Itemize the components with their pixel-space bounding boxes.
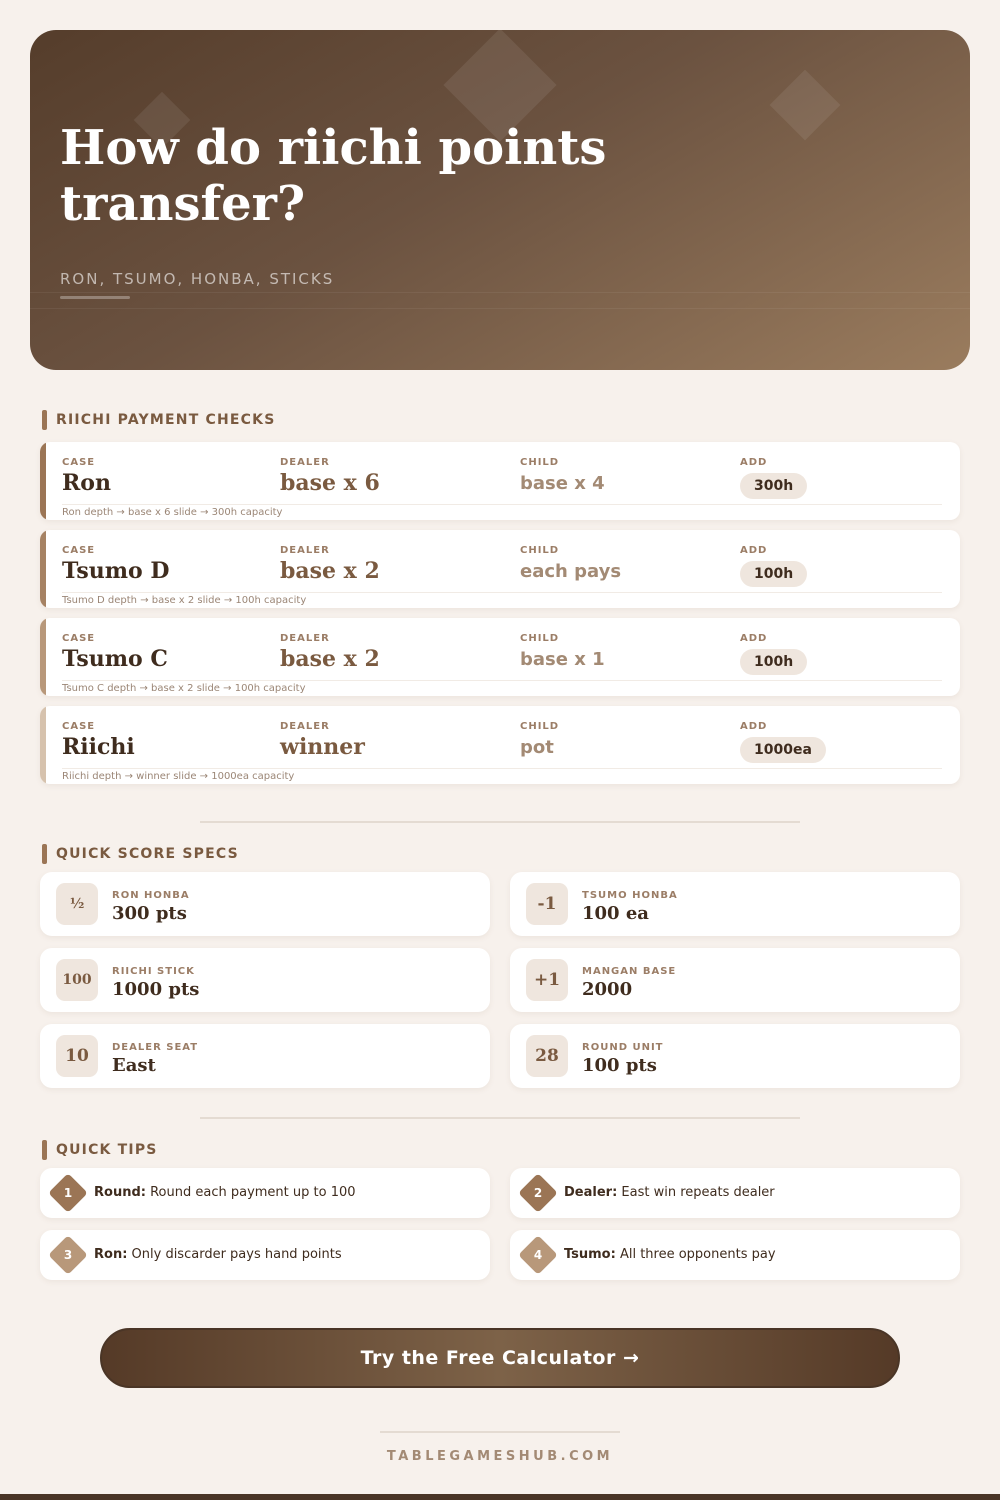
- section-divider: [200, 1117, 800, 1119]
- row-divider: [62, 768, 942, 769]
- dealer-key: DEALER: [280, 545, 330, 556]
- spec-icon: ½: [56, 883, 98, 925]
- row-accent-bar: [40, 706, 46, 784]
- dealer-value: winner: [280, 734, 365, 760]
- spec-label: ROUND UNIT: [582, 1042, 664, 1053]
- child-value: pot: [520, 737, 554, 758]
- row-accent-bar: [40, 442, 46, 520]
- dealer-key: DEALER: [280, 721, 330, 732]
- row-accent-bar: [40, 530, 46, 608]
- section-header-payments: [42, 410, 275, 430]
- row-divider: [62, 680, 942, 681]
- section-accent-bar: [42, 410, 47, 430]
- add-key: ADD: [740, 457, 768, 468]
- case-value: Tsumo C: [62, 646, 168, 672]
- add-key: ADD: [740, 633, 768, 644]
- spec-label: MANGAN BASE: [582, 966, 677, 977]
- tip-text: [564, 1185, 775, 1200]
- row-note: Tsumo C depth → base x 2 slide → 100h capacity: [62, 683, 306, 694]
- tip-body: Only discarder pays hand points: [127, 1247, 342, 1262]
- case-key: CASE: [62, 545, 96, 556]
- child-value: base x 1: [520, 649, 605, 670]
- spec-value: 100 pts: [582, 1055, 657, 1076]
- dealer-key: DEALER: [280, 633, 330, 644]
- add-badge: 300h: [740, 473, 807, 499]
- tip-number: 3: [63, 1248, 73, 1262]
- hero-decor-line: [30, 292, 970, 293]
- section-header-tips: [42, 1140, 158, 1160]
- section-title: QUICK TIPS: [56, 1142, 158, 1158]
- tip-title: Ron:: [94, 1247, 128, 1262]
- case-key: CASE: [62, 633, 96, 644]
- footer-divider: [380, 1431, 620, 1433]
- spec-label: RIICHI STICK: [112, 966, 195, 977]
- spec-label: RON HONBA: [112, 890, 190, 901]
- payment-row: [40, 530, 960, 608]
- hero-decor-line: [30, 308, 970, 309]
- section-header-specs: [42, 844, 239, 864]
- spec-icon: +1: [526, 959, 568, 1001]
- spec-icon: -1: [526, 883, 568, 925]
- tip-title: Tsumo:: [564, 1247, 616, 1262]
- child-key: CHILD: [520, 633, 560, 644]
- section-accent-bar: [42, 844, 47, 864]
- page-subtitle: RON, TSUMO, HONBA, STICKS: [60, 270, 335, 288]
- spec-label: DEALER SEAT: [112, 1042, 199, 1053]
- spec-value: 1000 pts: [112, 979, 200, 1000]
- tip-card: [510, 1168, 960, 1218]
- dealer-value: base x 2: [280, 646, 380, 672]
- payment-row: [40, 442, 960, 520]
- spec-card: [510, 948, 960, 1012]
- add-badge: 100h: [740, 561, 807, 587]
- child-key: CHILD: [520, 457, 560, 468]
- spec-card: [510, 1024, 960, 1088]
- spec-icon: 28: [526, 1035, 568, 1077]
- tip-title: Round:: [94, 1185, 146, 1200]
- case-key: CASE: [62, 457, 96, 468]
- child-key: CHILD: [520, 545, 560, 556]
- row-divider: [62, 592, 942, 593]
- diamond-decor-icon: [770, 70, 841, 141]
- child-key: CHILD: [520, 721, 560, 732]
- add-key: ADD: [740, 545, 768, 556]
- tip-text: [564, 1247, 776, 1262]
- case-value: Ron: [62, 470, 111, 496]
- tip-body: All three opponents pay: [615, 1247, 776, 1262]
- tip-card: [40, 1230, 490, 1280]
- hero-banner: [30, 30, 970, 370]
- tip-text: [94, 1247, 342, 1262]
- tip-number: 2: [533, 1186, 543, 1200]
- section-title: RIICHI PAYMENT CHECKS: [56, 412, 276, 428]
- spec-value: 300 pts: [112, 903, 187, 924]
- section-divider: [200, 821, 800, 823]
- free-calculator-button[interactable]: Try the Free Calculator →: [100, 1328, 900, 1388]
- spec-card: [40, 872, 490, 936]
- section-accent-bar: [42, 1140, 47, 1160]
- row-divider: [62, 504, 942, 505]
- spec-icon: 10: [56, 1035, 98, 1077]
- tip-body: East win repeats dealer: [617, 1185, 775, 1200]
- row-accent-bar: [40, 618, 46, 696]
- footer-site-link[interactable]: TABLEGAMESHUB.COM: [386, 1449, 614, 1464]
- tip-title: Dealer:: [564, 1185, 618, 1200]
- dealer-value: base x 2: [280, 558, 380, 584]
- tip-card: [510, 1230, 960, 1280]
- child-value: each pays: [520, 561, 622, 582]
- spec-card: [40, 1024, 490, 1088]
- dealer-value: base x 6: [280, 470, 380, 496]
- spec-value: 2000: [582, 979, 633, 1000]
- spec-icon: 100: [56, 959, 98, 1001]
- spec-card: [510, 872, 960, 936]
- add-badge: 1000ea: [740, 737, 826, 763]
- payment-row: [40, 618, 960, 696]
- subtitle-underline: [60, 296, 130, 299]
- dealer-key: DEALER: [280, 457, 330, 468]
- row-note: Ron depth → base x 6 slide → 300h capacity: [62, 507, 283, 518]
- page-title: How do riichi points transfer?: [60, 120, 607, 232]
- case-value: Riichi: [62, 734, 135, 760]
- spec-card: [40, 948, 490, 1012]
- row-note: Tsumo D depth → base x 2 slide → 100h capacity: [62, 595, 307, 606]
- tip-text: [94, 1185, 356, 1200]
- spec-label: TSUMO HONBA: [582, 890, 678, 901]
- add-badge: 100h: [740, 649, 807, 675]
- spec-value: East: [112, 1055, 156, 1076]
- tip-number: 4: [533, 1248, 543, 1262]
- payment-row: [40, 706, 960, 784]
- case-value: Tsumo D: [62, 558, 170, 584]
- case-key: CASE: [62, 721, 96, 732]
- add-key: ADD: [740, 721, 768, 732]
- spec-value: 100 ea: [582, 903, 649, 924]
- row-note: Riichi depth → winner slide → 1000ea capacity: [62, 771, 295, 782]
- tip-body: Round each payment up to 100: [145, 1185, 356, 1200]
- bottom-bar: [0, 1494, 1000, 1500]
- section-title: QUICK SCORE SPECS: [56, 846, 239, 862]
- tip-number: 1: [63, 1186, 73, 1200]
- tip-card: [40, 1168, 490, 1218]
- child-value: base x 4: [520, 473, 605, 494]
